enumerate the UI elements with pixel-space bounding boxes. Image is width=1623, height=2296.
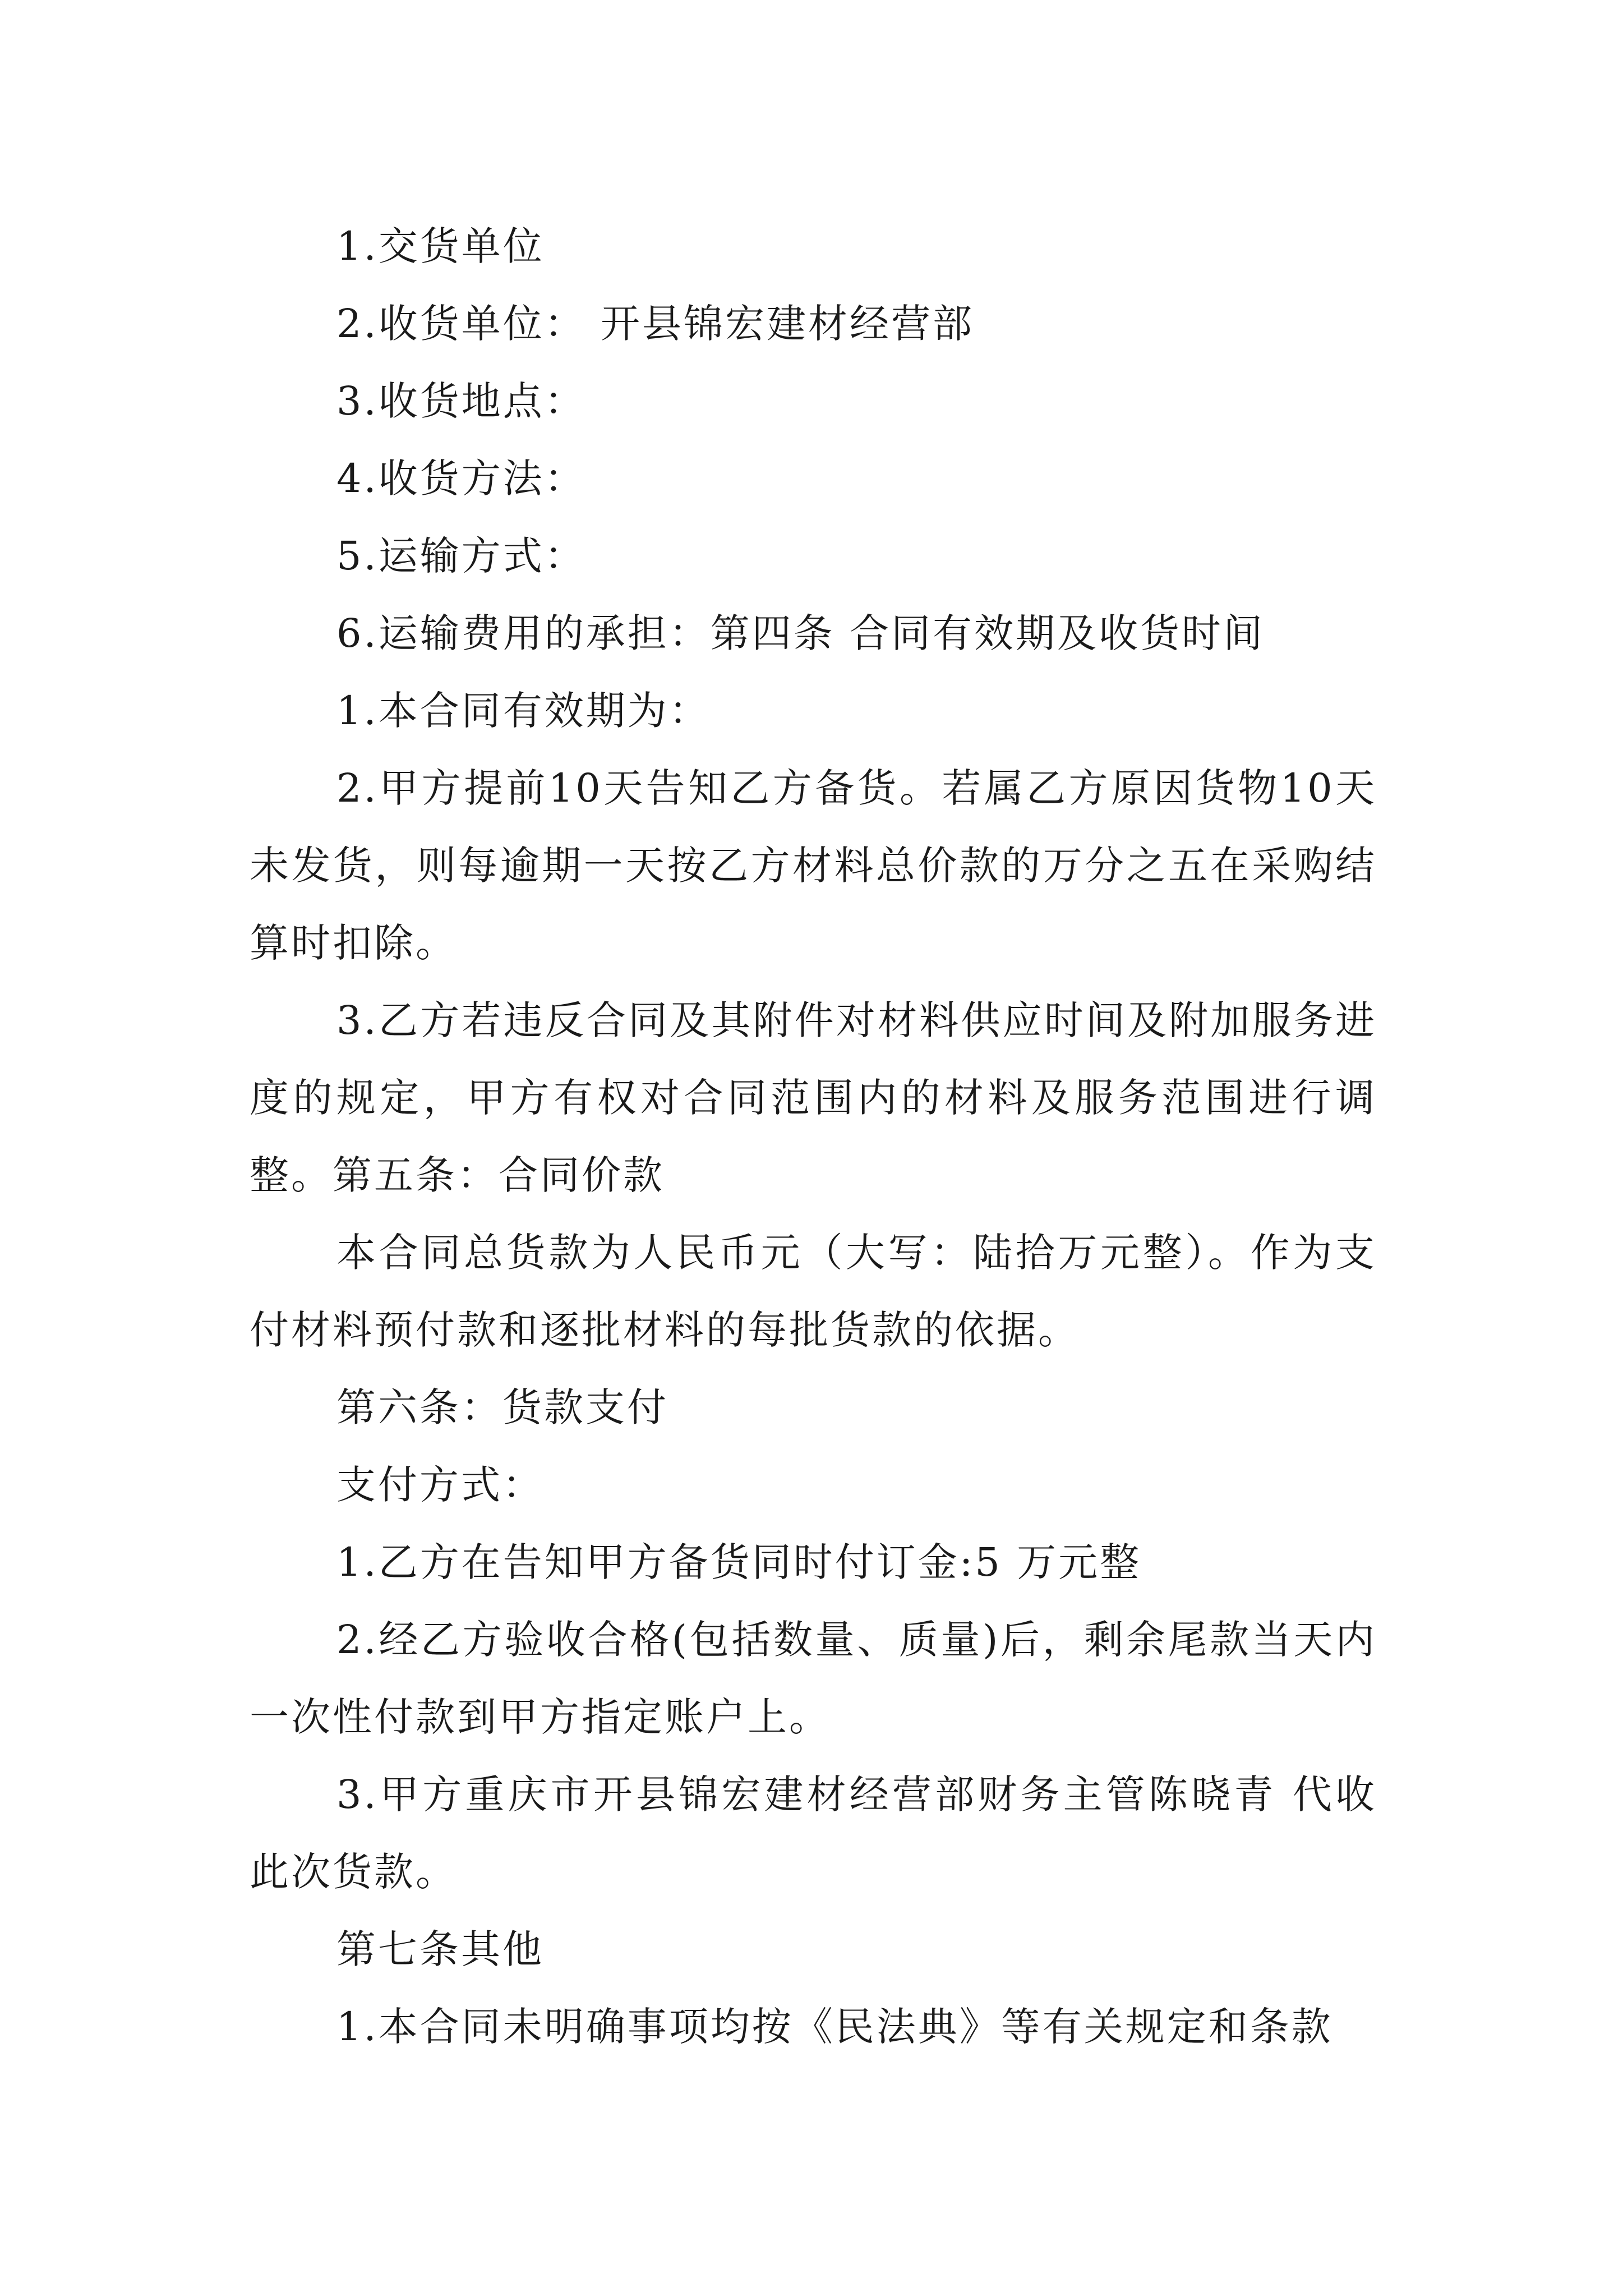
paragraph-final-payment: 2.经乙方验收合格(包括数量、质量)后，剩余尾款当天内一次性付款到甲方指定账户上。 [250, 1617, 1377, 1740]
paragraph-advance-notice: 2.甲方提前10天告知乙方备货。若属乙方原因货物10天未发货，则每逾期一天按乙方材料总价款的万分之五在采购结算时扣除。 [250, 765, 1377, 966]
paragraph-delivery-unit: 1.交货单位 [336, 223, 545, 269]
paragraph-receiving-location: 3.收货地点： [336, 378, 586, 424]
paragraph-deposit: 1.乙方在告知甲方备货同时付订金:5 万元整 [336, 1539, 1142, 1585]
section-heading-other: 第七条其他 [336, 1926, 544, 1972]
paragraph-validity-period: 1.本合同有效期为： [336, 688, 711, 734]
paragraph-payment-collector: 3.甲方重庆市开县锦宏建材经营部财务主管陈晓青 代收此次货款。 [250, 1772, 1377, 1895]
paragraph-other-terms: 1.本合同未明确事项均按《民法典》等有关规定和条款 [336, 2004, 1333, 2050]
paragraph-receiving-unit: 2.收货单位： 开县锦宏建材经营部 [336, 301, 975, 347]
paragraph-breach-adjustment: 3.乙方若违反合同及其附件对材料供应时间及附加服务进度的规定，甲方有权对合同范围内的材料及服务范围进行调整。第五条：合同价款 [250, 997, 1377, 1198]
paragraph-payment-method: 支付方式： [336, 1462, 544, 1508]
paragraph-receiving-method: 4.收货方法： [336, 455, 586, 501]
paragraph-total-price: 本合同总货款为人民币元（大写：陆拾万元整）。作为支付材料预付款和逐批材料的每批货款的依据。 [250, 1230, 1377, 1353]
section-heading-payment: 第六条：货款支付 [336, 1384, 668, 1430]
paragraph-transport-method: 5.运输方式： [336, 533, 586, 579]
document-page [250, 208, 1377, 2065]
paragraph-transport-cost: 6.运输费用的承担：第四条 合同有效期及收货时间 [336, 610, 1265, 656]
